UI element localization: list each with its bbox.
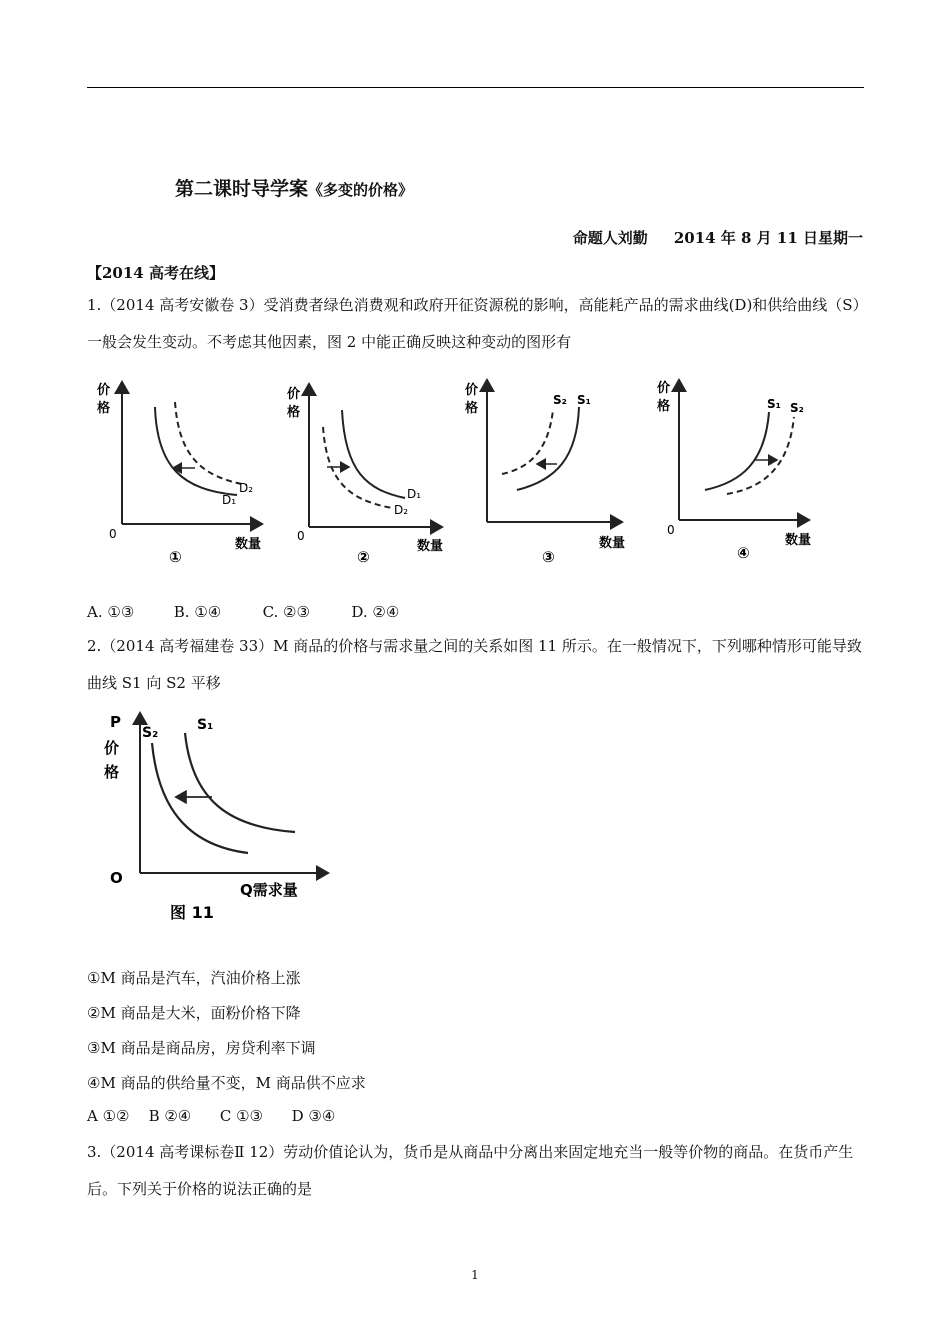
fig2-curve-d1 — [342, 410, 405, 498]
author-date-line: 命题人刘勤 2014 年 8 月 11 日星期一 — [572, 229, 863, 247]
header-rule — [87, 87, 864, 88]
fig11-label-s2: S₂ — [142, 725, 159, 741]
fig1-label-d1: D₁ — [222, 493, 237, 507]
fig4-ylabel-1: 价 — [657, 381, 671, 396]
fig11-p-label: P — [110, 713, 121, 731]
fig4-xlabel: 数量 — [785, 533, 812, 548]
fig4-label-s2: S₂ — [790, 401, 804, 415]
fig11-origin: O — [110, 869, 123, 887]
question-3-text: 3.（2014 高考课标卷Ⅱ 12）劳动价值论认为，货币是从商品中分离出来固定地充当一般等价物的商品。在货币产生后。下列关于价格的说法正确的是 — [87, 1143, 854, 1198]
page-number: 1 — [471, 1268, 479, 1282]
fig11-label-s1: S₁ — [197, 717, 214, 733]
question-2-item-4: ④M 商品的供给量不变，M 商品供不应求 — [87, 1074, 366, 1092]
fig4-number: ④ — [737, 544, 750, 562]
option-d: D. ②④ — [351, 603, 400, 621]
fig1-curve-d1 — [155, 407, 237, 495]
question-1-options — [87, 603, 399, 621]
fig3-curve-s1 — [517, 407, 579, 490]
question-1-text: 1.（2014 高考安徽卷 3）受消费者绿色消费观和政府开征资源税的影响，高能耗产品的需求曲线(D)和供给曲线（S）一般会发生变动。不考虑其他因素，图 2 中能正确反映这种变动的图形有 — [87, 296, 861, 351]
figure-3 — [465, 380, 625, 566]
question-2-options: A ①② B ②④ C ①③ D ③④ — [87, 1107, 336, 1125]
option-b: B. ①④ — [173, 603, 222, 621]
fig1-curve-d2 — [175, 402, 247, 485]
figure-1 — [97, 382, 262, 566]
question-1-figures — [87, 372, 867, 572]
fig1-label-d2: D₂ — [239, 481, 254, 495]
fig4-ylabel-2: 格 — [657, 399, 671, 414]
fig11-curve-s1 — [185, 733, 295, 832]
title-main: 第二课时导学案 — [175, 178, 309, 200]
question-2-item-1: ①M 商品是汽车，汽油价格上涨 — [87, 969, 301, 987]
fig2-label-d2: D₂ — [394, 503, 409, 517]
option-c: C. ②③ — [262, 603, 310, 621]
fig2-ylabel-1: 价 — [287, 387, 301, 402]
section-heading: 【2014 高考在线】 — [87, 264, 224, 282]
fig4-curve-s2 — [727, 417, 794, 494]
document-title — [175, 174, 413, 201]
fig4-origin: 0 — [667, 523, 675, 537]
fig1-ylabel-1: 价 — [97, 383, 111, 398]
question-2-figure — [100, 705, 340, 925]
fig3-ylabel-2: 格 — [465, 401, 479, 416]
fig1-number: ① — [169, 548, 182, 566]
fig4-label-s1: S₁ — [767, 397, 781, 411]
fig3-label-s2: S₂ — [553, 393, 567, 407]
fig3-xlabel: 数量 — [599, 536, 626, 551]
fig3-label-s1: S₁ — [577, 393, 591, 407]
option-a: A. ①③ — [87, 603, 135, 621]
fig2-ylabel-2: 格 — [287, 405, 301, 420]
fig2-origin: 0 — [297, 529, 305, 543]
title-subtitle: 《多变的价格》 — [308, 181, 414, 199]
fig2-label-d1: D₁ — [407, 487, 422, 501]
fig11-xlabel: Q需求量 — [240, 881, 298, 899]
fig2-number: ② — [357, 548, 370, 566]
fig11-curve-s2 — [152, 743, 248, 853]
fig2-xlabel: 数量 — [417, 539, 444, 554]
fig1-xlabel: 数量 — [235, 537, 262, 552]
fig11-ylabel-2: 格 — [104, 763, 120, 781]
question-2-text: 2.（2014 高考福建卷 33）M 商品的价格与需求量之间的关系如图 11 所示。在一般情况下，下列哪种情形可能导致曲线 S1 向 S2 平移 — [87, 637, 862, 692]
fig4-curve-s1 — [705, 412, 769, 490]
fig3-number: ③ — [542, 548, 555, 566]
figure-4 — [657, 380, 811, 562]
question-2-item-3: ③M 商品是商品房，房贷利率下调 — [87, 1039, 316, 1057]
fig1-origin: 0 — [109, 527, 117, 541]
question-2-item-2: ②M 商品是大米，面粉价格下降 — [87, 1004, 301, 1022]
figure-2 — [287, 384, 443, 566]
fig1-ylabel-2: 格 — [97, 401, 111, 416]
fig11-caption: 图 11 — [170, 903, 214, 922]
fig3-ylabel-1: 价 — [465, 383, 479, 398]
fig11-ylabel-1: 价 — [104, 739, 120, 757]
